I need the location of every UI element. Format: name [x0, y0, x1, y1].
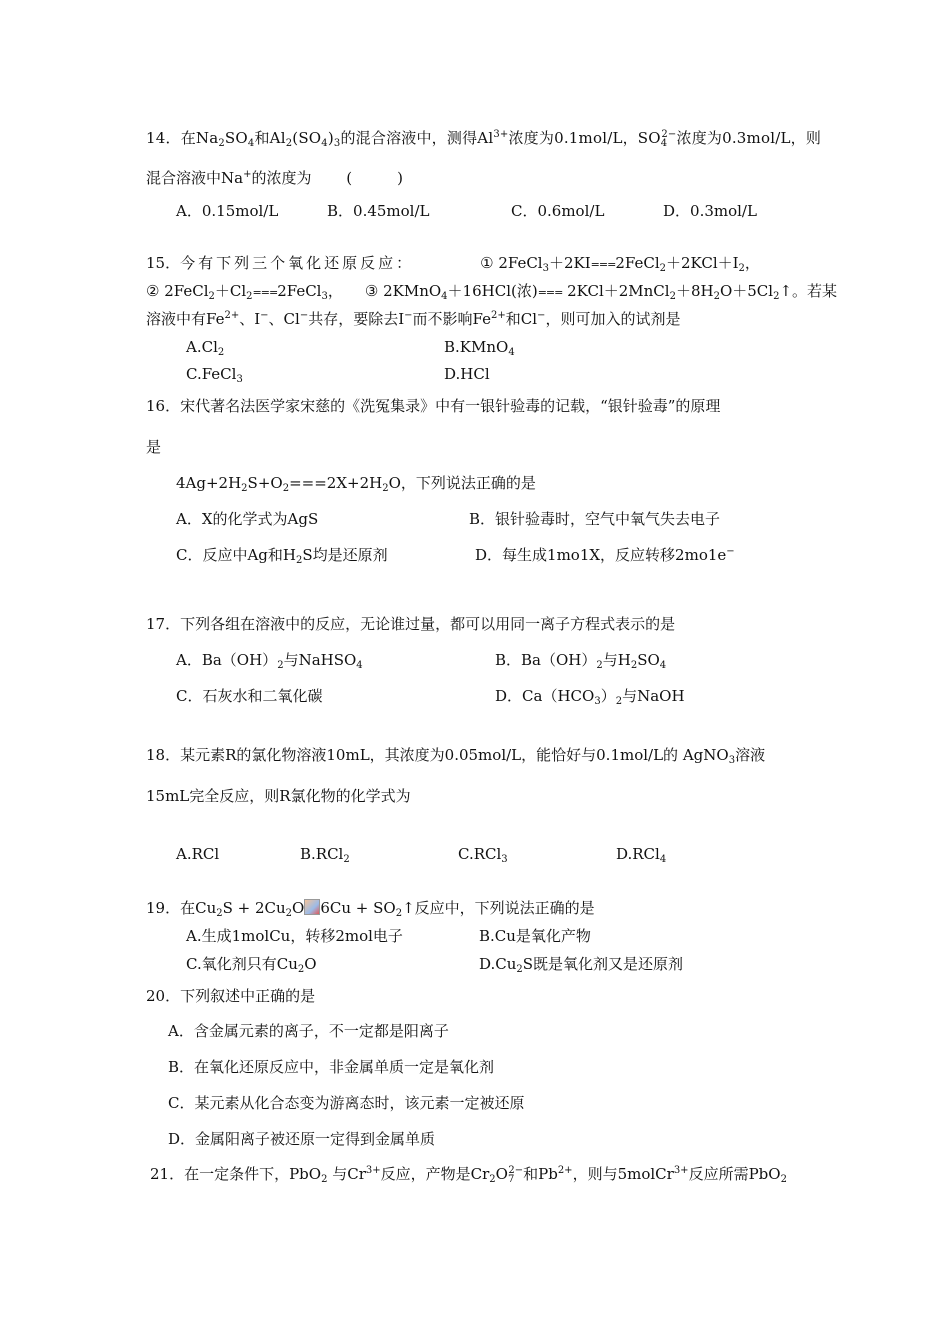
q18-number: 18．: [146, 746, 181, 764]
q16-line2: 是: [146, 438, 162, 456]
q14-option-b: B．0.45mol/L: [327, 202, 430, 220]
q17-number: 17．: [146, 615, 181, 633]
q17-option-a: A．$Ba(OH)_2$与NaHSO$_4$: [176, 651, 363, 671]
q16-number: 16．: [146, 397, 181, 415]
q15-option-b: B.KMnO$_4$: [444, 338, 515, 358]
q15-line3: 溶液中有$Fe^{2+}$、I−、Cl−共存，要除去I−而不影响$Fe^{2+}$和Cl−，则可加入的试剂是: [146, 310, 681, 328]
broken-image-icon: [304, 899, 320, 915]
q17-option-b: B．$Ba(OH)_2$与$H_2SO_4$: [495, 651, 667, 671]
q14-answer-paren: ( ): [346, 169, 403, 187]
q15-option-a: $A.Cl_2$: [186, 338, 225, 358]
q15-line1: 15．今有下列三个氧化还原反应： ① $2FeCl_3+2KI===2FeCl_2+2KCl+I_2$，: [146, 254, 760, 274]
q17-option-c: C．石灰水和二氧化碳: [176, 687, 323, 705]
q20-option-a: A．含金属元素的离子，不一定都是阳离子: [168, 1022, 449, 1040]
q19-option-b: B.Cu是氧化产物: [479, 927, 591, 945]
q19-option-d: $D.Cu_2S$既是氧化剂又是还原剂: [479, 955, 684, 975]
q17-option-d: D．$Ca(HCO_3)_2$与NaOH: [495, 687, 685, 707]
q14-option-c: C．0.6mol/L: [511, 202, 605, 220]
q18-option-b: B.RCl$_2$: [300, 845, 350, 865]
q20-number: 20．: [146, 987, 181, 1005]
q15-option-c: C.FeCl$_3$: [186, 365, 243, 385]
q14-option-a: A．0.15mol/L: [176, 202, 279, 220]
q19-line1: 19．在$Cu_2S + 2Cu_2O$ $6Cu + SO_2↑$反应中，下列说法正确的是: [146, 899, 595, 919]
q14-line1: 14．在$Na_2SO_4$和$Al_2(SO_4)_3$的混合溶液中，测得$Al^{3+}$浓度为0.1mol/L，$SO_4^{2-}$浓度为0.3mol/L，则: [146, 129, 822, 149]
q21-line1: 21．在一定条件下，PbO$_2$ 与$Cr^{3+}$反应，产物是$Cr_2O_7^{2-}$和$Pb^{2+}$，则与5molCr$^{3+}$反应所需PbO$_2$: [150, 1165, 787, 1185]
q18-option-a: A.RCl: [176, 845, 220, 863]
q19-option-c: C.氧化剂只有$Cu_2O$: [186, 955, 317, 975]
q20-option-c: C．某元素从化合态变为游离态时，该元素一定被还原: [168, 1094, 525, 1112]
q16-line3: $4Ag+2H_2S+O_2===2X+2H_2O$，下列说法正确的是: [176, 474, 536, 494]
q16-line1: 16．宋代著名法医学家宋慈的《洗冤集录》中有一银针验毒的记载，“银针验毒”的原理: [146, 397, 721, 415]
q16-option-c: C．反应中Ag和$H_2S$均是还原剂: [176, 546, 388, 566]
q14-line2: 混合溶液中Na+的浓度为 ( ): [146, 169, 403, 187]
q16-option-b: B．银针验毒时，空气中氧气失去电子: [469, 510, 721, 528]
q14-option-d: D．0.3mol/L: [663, 202, 757, 220]
q20-option-b: B．在氧化还原反应中，非金属单质一定是氧化剂: [168, 1058, 495, 1076]
q20-line1: 20．下列叙述中正确的是: [146, 987, 316, 1005]
q18-option-c: C.RCl$_3$: [458, 845, 508, 865]
q16-option-a: A．X的化学式为AgS: [176, 510, 319, 528]
q17-line1: 17．下列各组在溶液中的反应，无论谁过量，都可以用同一离子方程式表示的是: [146, 615, 676, 633]
q18-line1: 18．某元素R的氯化物溶液10mL，其浓度为0.05mol/L，能恰好与0.1mol/L的 AgNO$_3$溶液: [146, 746, 766, 766]
q21-number: 21．: [150, 1165, 185, 1183]
q20-option-d: D．金属阳离子被还原一定得到金属单质: [168, 1130, 436, 1148]
q19-number: 19．: [146, 899, 181, 917]
q14-number: 14．: [146, 129, 181, 147]
q16-option-d: D．每生成1mo1X，反应转移2mo1e−: [475, 546, 735, 564]
q15-line2: ② $2FeCl_2+Cl_2===2FeCl_3$， ③ 2KMnO$_4$＋16HCl(浓)=== $2KCl+2MnCl_2+8H_2O+5Cl_2↑$。若某: [146, 282, 838, 302]
q19-option-a: A.生成1molCu，转移2mol电子: [186, 927, 403, 945]
q15-option-d: D.HCl: [444, 365, 490, 383]
q18-option-d: D.RCl$_4$: [616, 845, 667, 865]
q15-number: 15．: [146, 254, 181, 272]
q18-line2: 15mL完全反应，则R氯化物的化学式为: [146, 787, 411, 805]
